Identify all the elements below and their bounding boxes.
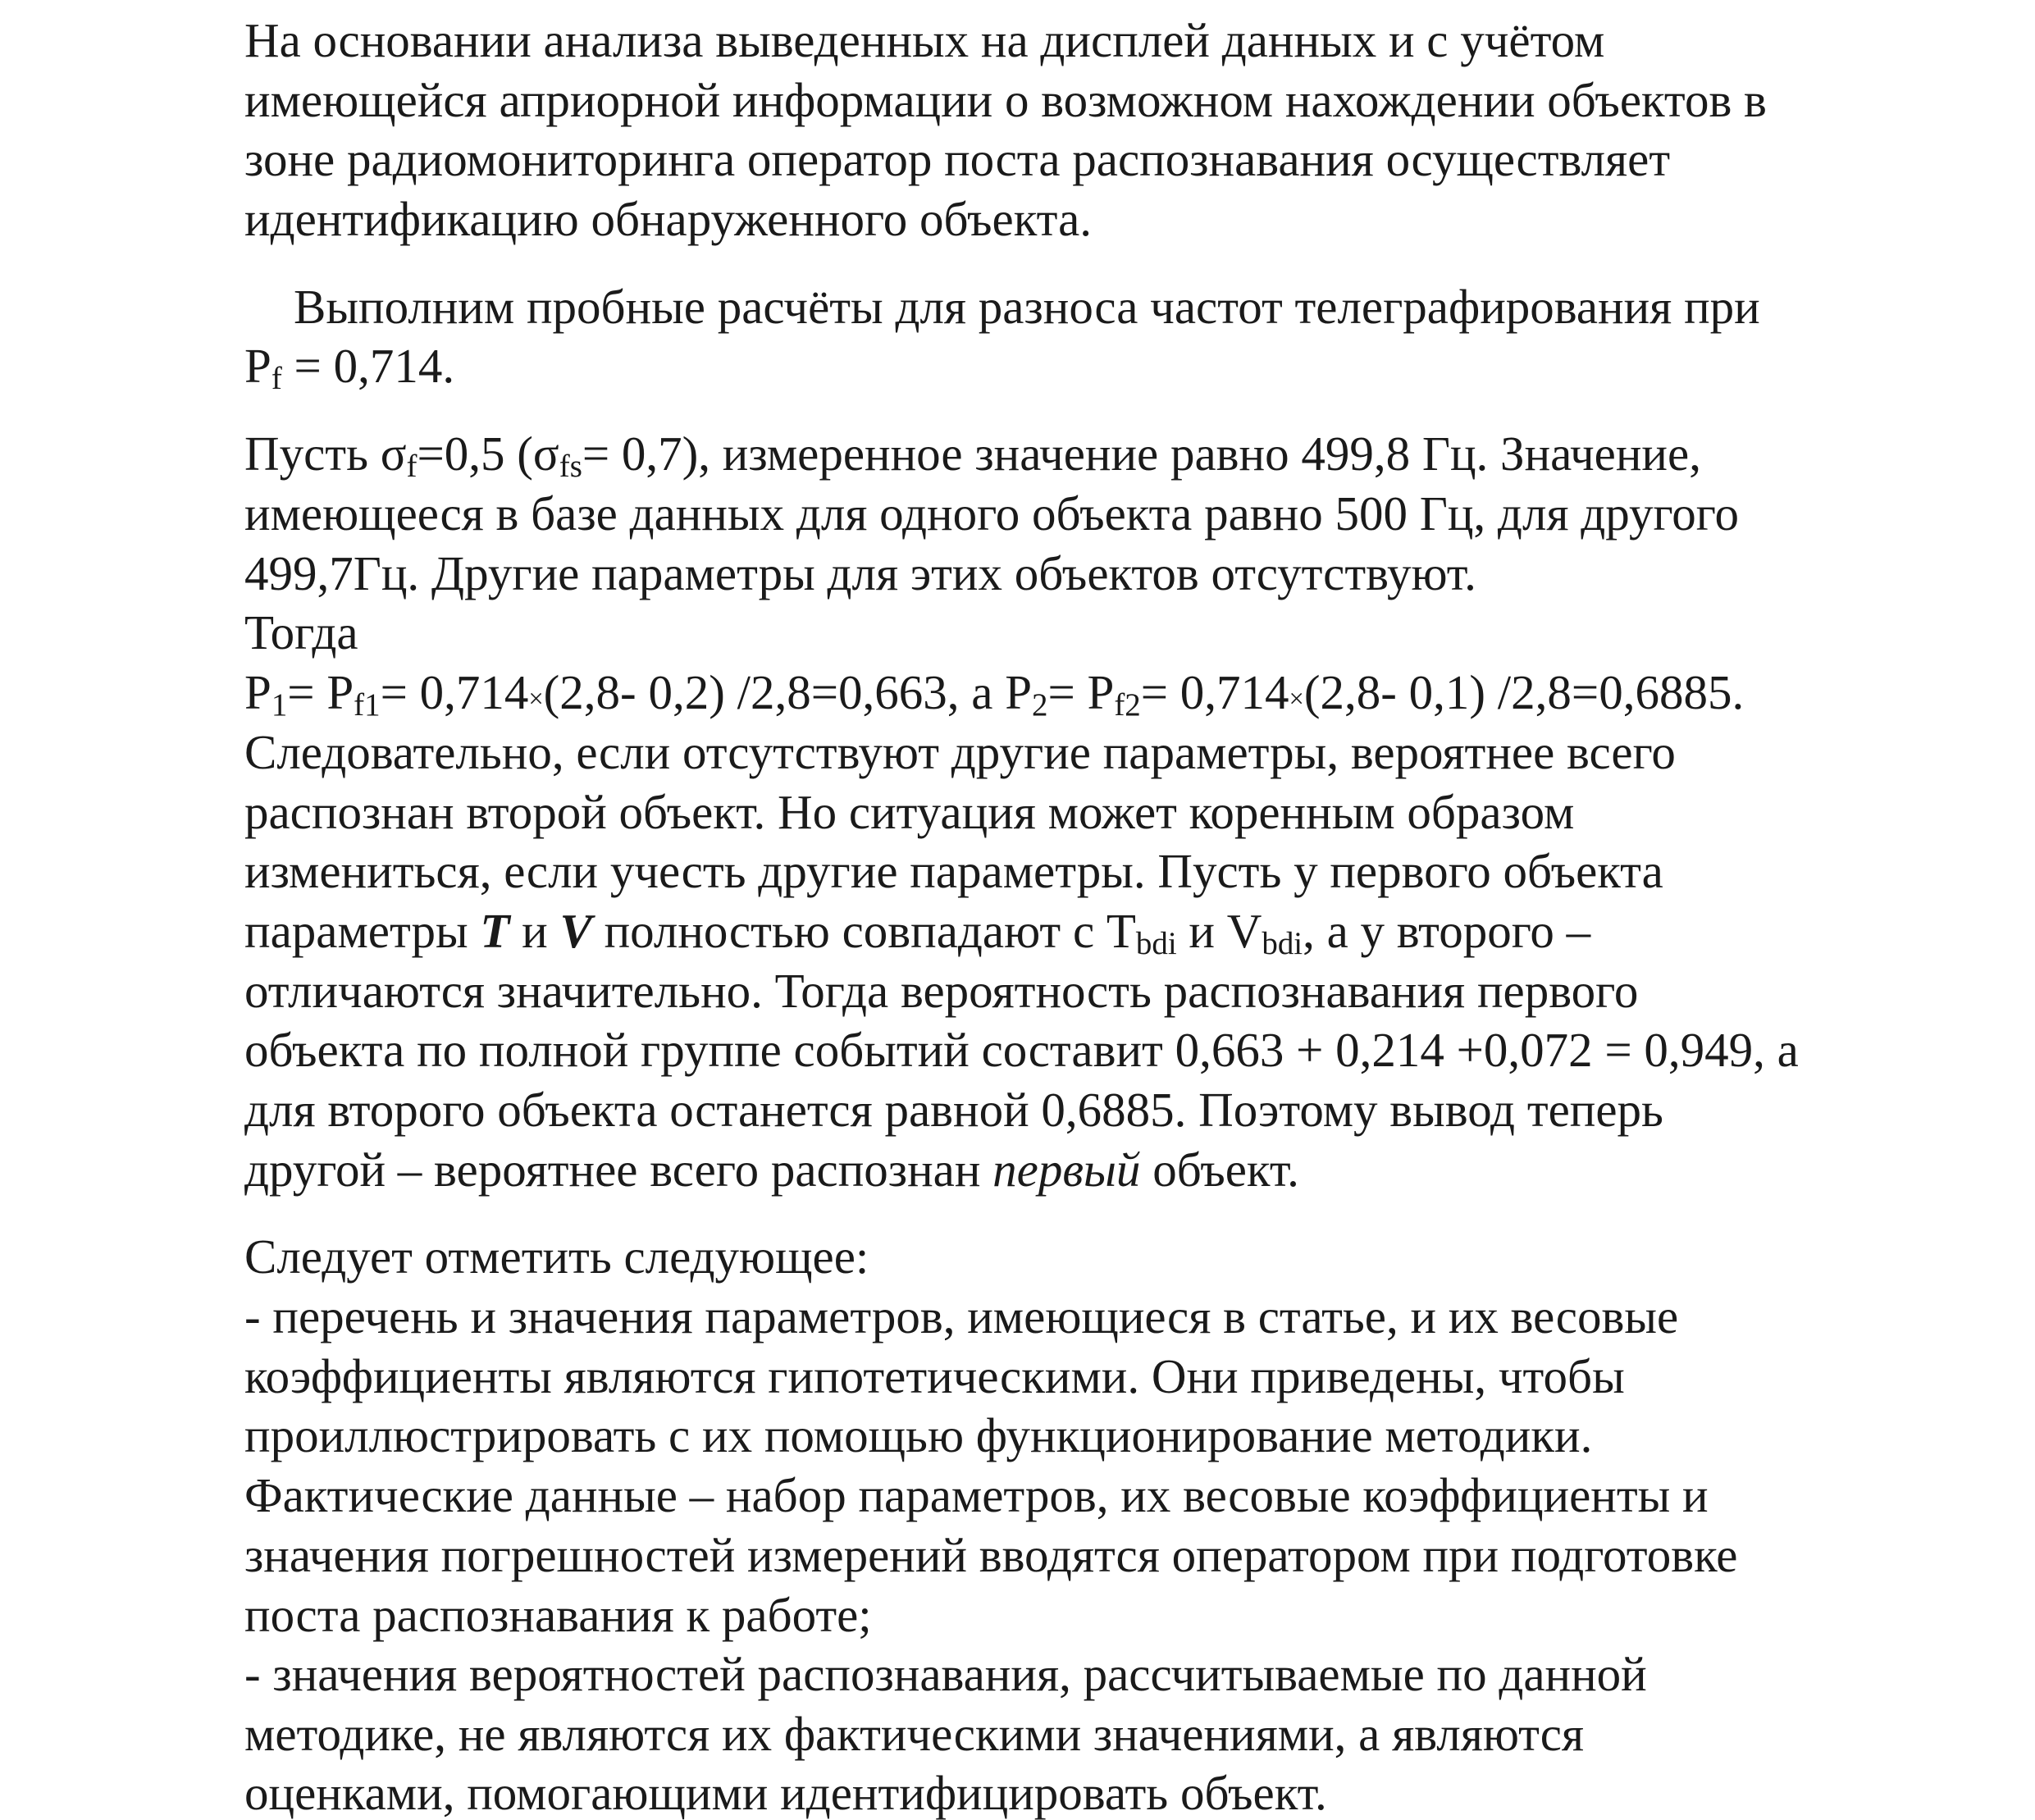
emphasis: первый bbox=[992, 1143, 1141, 1197]
text-line: идентификацию обнаруженного объекта. bbox=[244, 192, 1093, 246]
text-line: имеющейся априорной информации о возможном нахождении объектов в bbox=[244, 73, 1767, 127]
text-line: значения погрешностей измерений вводятся оператором при подготовке bbox=[244, 1528, 1738, 1582]
text-line: для второго объекта останется равной 0,6885. Поэтому вывод теперь bbox=[244, 1083, 1663, 1137]
text-line: Тогда bbox=[244, 605, 358, 659]
text-line: поста распознавания к работе; bbox=[244, 1588, 872, 1642]
text: параметры bbox=[244, 904, 481, 958]
subscript: fs bbox=[559, 448, 582, 484]
formula-line bbox=[244, 1143, 1299, 1197]
text: =0,5 (σ bbox=[417, 426, 559, 481]
text-line: Следует отметить следующее: bbox=[244, 1229, 869, 1284]
text-line: Фактические данные – набор параметров, их весовые коэффициенты и bbox=[244, 1468, 1709, 1522]
text-line: измениться, если учесть другие параметры. Пусть у первого объекта bbox=[244, 844, 1663, 898]
text-line: зоне радиомониторинга оператор поста распознавания осуществляет bbox=[244, 132, 1671, 186]
text-line: распознан второй объект. Но ситуация может коренным образом bbox=[244, 785, 1575, 839]
text: = 0,7), измеренное значение равно 499,8 Гц. Значение, bbox=[582, 426, 1701, 481]
subscript: 2 bbox=[1032, 686, 1048, 723]
symbol-T: T bbox=[480, 904, 510, 958]
subscript: f1 bbox=[354, 686, 381, 723]
symbol: P bbox=[244, 339, 271, 393]
text: = 0,714 bbox=[1140, 665, 1289, 719]
text-line: методике, не являются их фактическими значениями, а являются bbox=[244, 1707, 1585, 1761]
text-line: проиллюстрировать с их помощью функционирование методики. bbox=[244, 1408, 1593, 1462]
text-line: - перечень и значения параметров, имеющиеся в статье, и их весовые bbox=[244, 1289, 1679, 1343]
text-line: 499,7Гц. Другие параметры для этих объектов отсутствуют. bbox=[244, 546, 1476, 600]
formula-line bbox=[244, 426, 1701, 484]
text: = P bbox=[1047, 665, 1115, 719]
text-line: имеющееся в базе данных для одного объекта равно 500 Гц, для другого bbox=[244, 486, 1739, 541]
text: P bbox=[244, 665, 271, 719]
formula-line bbox=[244, 904, 1591, 961]
text: = 0,714 bbox=[380, 665, 529, 719]
subscript: f2 bbox=[1114, 686, 1141, 723]
text-line: оценками, помогающими идентифицировать объект. bbox=[244, 1766, 1327, 1820]
subscript: bdi bbox=[1262, 925, 1303, 961]
text-line: Выполним пробные расчёты для разноса частот телеграфирования при bbox=[294, 280, 1760, 334]
text-line: Следовательно, если отсутствуют другие параметры, вероятнее всего bbox=[244, 725, 1676, 779]
text: и bbox=[509, 904, 560, 958]
text: = P bbox=[287, 665, 354, 719]
text-line: На основании анализа выведенных на дисплей данных и с учётом bbox=[244, 13, 1605, 67]
text: = 0,714. bbox=[281, 339, 455, 393]
text: объект. bbox=[1140, 1143, 1299, 1197]
text: полностью совпадают с T bbox=[591, 904, 1136, 958]
subscript: f bbox=[271, 360, 282, 396]
text-line: коэффициенты являются гипотетическими. Они приведены, чтобы bbox=[244, 1349, 1625, 1403]
text: и V bbox=[1176, 904, 1262, 958]
subscript: bdi bbox=[1135, 925, 1177, 961]
text-line: отличаются значительно. Тогда вероятность распознавания первого bbox=[244, 964, 1639, 1018]
formula-line bbox=[244, 339, 455, 396]
text: (2,8- 0,1) /2,8=0,6885. bbox=[1303, 665, 1745, 719]
document-page bbox=[244, 0, 1852, 1820]
subscript: f bbox=[406, 448, 417, 484]
text-line: - значения вероятностей распознавания, рассчитываемые по данной bbox=[244, 1647, 1647, 1701]
text-line: объекта по полной группе событий составит 0,663 + 0,214 +0,072 = 0,949, а bbox=[244, 1023, 1799, 1077]
times-sign: × bbox=[1289, 684, 1304, 714]
text: другой – вероятнее всего распознан bbox=[244, 1143, 993, 1197]
text: (2,8- 0,2) /2,8=0,663, а P bbox=[543, 665, 1033, 719]
symbol-V: V bbox=[559, 904, 592, 958]
times-sign: × bbox=[528, 684, 544, 714]
text: Пусть σ bbox=[244, 426, 407, 481]
text: , а у второго – bbox=[1303, 904, 1591, 958]
subscript: 1 bbox=[271, 686, 288, 723]
formula-line bbox=[244, 665, 1745, 723]
